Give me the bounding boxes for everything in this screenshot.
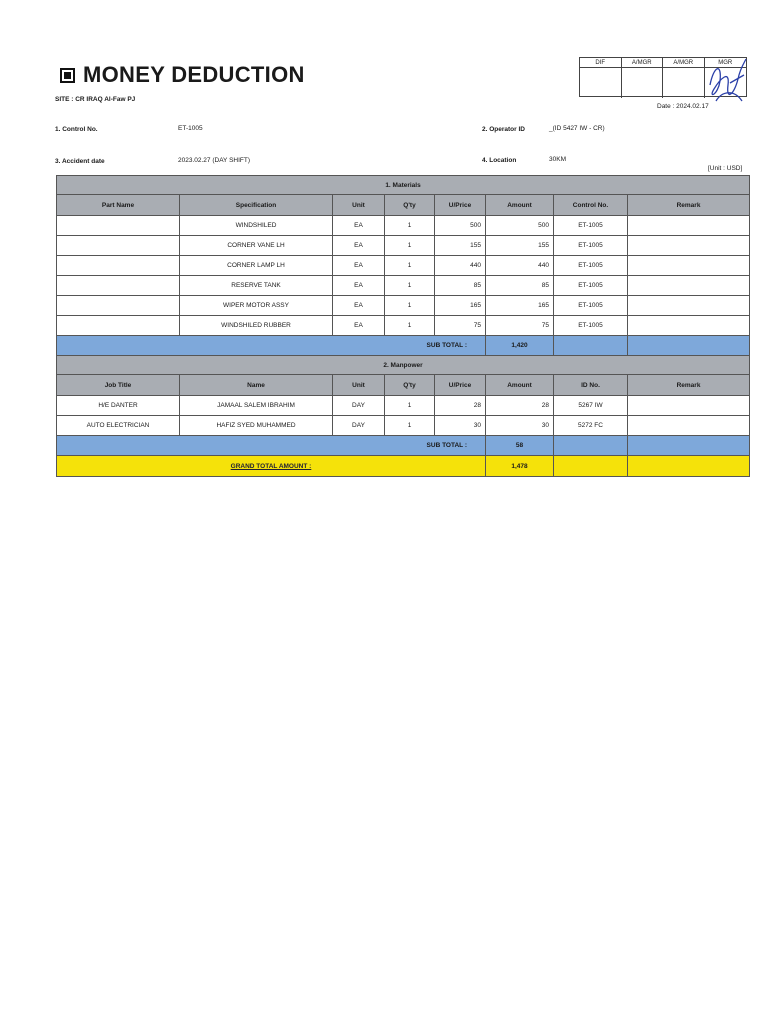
- accident-date-label: 3. Accident date: [55, 158, 105, 165]
- col-part-name: Part Name: [57, 195, 180, 216]
- remark-cell: [628, 216, 750, 236]
- control-no-cell: ET-1005: [554, 256, 628, 276]
- control-no-label: 1. Control No.: [55, 126, 98, 133]
- col-qty: Q'ty: [385, 375, 435, 396]
- part-name-cell: [57, 256, 180, 276]
- document-date: Date : 2024.02.17: [657, 103, 709, 110]
- title-text: MONEY DEDUCTION: [83, 62, 305, 87]
- manpower-subtotal-empty-2: [628, 436, 750, 456]
- approval-header-amgr-1: A/MGR: [622, 58, 664, 68]
- part-name-cell: [57, 296, 180, 316]
- operator-id-value: _(ID 5427 IW - CR): [549, 125, 605, 132]
- remark-cell: [628, 276, 750, 296]
- qty-cell: 1: [385, 236, 435, 256]
- col-job-title: Job Title: [57, 375, 180, 396]
- grand-total-label: GRAND TOTAL AMOUNT :: [57, 456, 486, 477]
- remark-cell: [628, 256, 750, 276]
- part-name-cell: [57, 316, 180, 336]
- uprice-cell: 440: [435, 256, 486, 276]
- control-no-cell: ET-1005: [554, 316, 628, 336]
- remark-cell: [628, 296, 750, 316]
- materials-section-title: [57, 176, 750, 195]
- unit-cell: EA: [333, 316, 385, 336]
- col-specification: Specification: [180, 195, 333, 216]
- approval-header-mgr: MGR: [705, 58, 747, 68]
- job-title-cell: AUTO ELECTRICIAN: [57, 416, 180, 436]
- approval-sign-amgr-1: [622, 68, 664, 98]
- amount-cell: 155: [486, 236, 554, 256]
- col-uprice: U/Price: [435, 195, 486, 216]
- specification-cell: CORNER VANE LH: [180, 236, 333, 256]
- col-qty: Q'ty: [385, 195, 435, 216]
- approval-header-amgr-2: A/MGR: [663, 58, 705, 68]
- location-label: 4. Location: [482, 157, 517, 164]
- table-row: [57, 276, 750, 296]
- col-name: Name: [180, 375, 333, 396]
- materials-subtotal-empty-1: [554, 336, 628, 356]
- uprice-cell: 75: [435, 316, 486, 336]
- accident-date-value: 2023.02.27 (DAY SHIFT): [178, 157, 251, 164]
- specification-cell: CORNER LAMP LH: [180, 256, 333, 276]
- grand-total-empty-1: [554, 456, 628, 477]
- unit-cell: EA: [333, 296, 385, 316]
- manpower-subtotal-row: [57, 436, 750, 456]
- id-no-cell: 5272 FC: [554, 416, 628, 436]
- table-row: [57, 236, 750, 256]
- uprice-cell: 28: [435, 396, 486, 416]
- qty-cell: 1: [385, 216, 435, 236]
- unit-cell: DAY: [333, 396, 385, 416]
- specification-cell: RESERVE TANK: [180, 276, 333, 296]
- remark-cell: [628, 316, 750, 336]
- part-name-cell: [57, 216, 180, 236]
- table-row: [57, 256, 750, 276]
- name-cell: JAMAAL SALEM IBRAHIM: [180, 396, 333, 416]
- uprice-cell: 165: [435, 296, 486, 316]
- table-row: [57, 416, 750, 436]
- col-unit: Unit: [333, 375, 385, 396]
- col-amount: Amount: [486, 195, 554, 216]
- control-no-cell: ET-1005: [554, 236, 628, 256]
- col-remark: Remark: [628, 195, 750, 216]
- remark-cell: [628, 396, 750, 416]
- col-control-no: Control No.: [554, 195, 628, 216]
- control-no-cell: ET-1005: [554, 276, 628, 296]
- signature-icon: [700, 55, 750, 107]
- col-amount: Amount: [486, 375, 554, 396]
- deduction-table: [56, 175, 750, 477]
- amount-cell: 500: [486, 216, 554, 236]
- id-no-cell: 5267 IW: [554, 396, 628, 416]
- grand-total-row: [57, 456, 750, 477]
- manpower-title: 2. Manpower: [57, 356, 750, 375]
- unit-cell: EA: [333, 256, 385, 276]
- page-title: [60, 62, 305, 88]
- amount-cell: 85: [486, 276, 554, 296]
- location-value: 30KM: [549, 156, 566, 163]
- qty-cell: 1: [385, 276, 435, 296]
- table-row: [57, 396, 750, 416]
- col-remark: Remark: [628, 375, 750, 396]
- materials-subtotal-row: [57, 336, 750, 356]
- materials-subtotal-empty-2: [628, 336, 750, 356]
- unit-cell: EA: [333, 236, 385, 256]
- table-row: [57, 316, 750, 336]
- uprice-cell: 155: [435, 236, 486, 256]
- qty-cell: 1: [385, 416, 435, 436]
- manpower-header-row: [57, 375, 750, 396]
- part-name-cell: [57, 236, 180, 256]
- qty-cell: 1: [385, 316, 435, 336]
- table-row: [57, 296, 750, 316]
- table-row: [57, 216, 750, 236]
- amount-cell: 165: [486, 296, 554, 316]
- col-unit: Unit: [333, 195, 385, 216]
- materials-title: 1. Materials: [57, 176, 750, 195]
- remark-cell: [628, 416, 750, 436]
- control-no-cell: ET-1005: [554, 296, 628, 316]
- unit-cell: DAY: [333, 416, 385, 436]
- manpower-section-title: [57, 356, 750, 375]
- approval-header-dif: DIF: [580, 58, 622, 68]
- specification-cell: WINDSHILED RUBBER: [180, 316, 333, 336]
- specification-cell: WIPER MOTOR ASSY: [180, 296, 333, 316]
- qty-cell: 1: [385, 396, 435, 416]
- qty-cell: 1: [385, 296, 435, 316]
- materials-subtotal-label: SUB TOTAL :: [57, 336, 486, 356]
- amount-cell: 440: [486, 256, 554, 276]
- qty-cell: 1: [385, 256, 435, 276]
- operator-id-label: 2. Operator ID: [482, 126, 525, 133]
- col-id-no: ID No.: [554, 375, 628, 396]
- amount-cell: 75: [486, 316, 554, 336]
- job-title-cell: H/E DANTER: [57, 396, 180, 416]
- materials-subtotal-value: 1,420: [486, 336, 554, 356]
- specification-cell: WINDSHILED: [180, 216, 333, 236]
- manpower-subtotal-label: SUB TOTAL :: [57, 436, 486, 456]
- remark-cell: [628, 236, 750, 256]
- unit-cell: EA: [333, 276, 385, 296]
- checkbox-square-icon: [60, 68, 75, 83]
- part-name-cell: [57, 276, 180, 296]
- approval-sign-amgr-2: [663, 68, 705, 98]
- amount-cell: 30: [486, 416, 554, 436]
- name-cell: HAFIZ SYED MUHAMMED: [180, 416, 333, 436]
- uprice-cell: 85: [435, 276, 486, 296]
- amount-cell: 28: [486, 396, 554, 416]
- uprice-cell: 30: [435, 416, 486, 436]
- col-uprice: U/Price: [435, 375, 486, 396]
- control-no-value: ET-1005: [178, 125, 203, 132]
- grand-total-empty-2: [628, 456, 750, 477]
- uprice-cell: 500: [435, 216, 486, 236]
- unit-label: [Unit : USD]: [708, 165, 743, 172]
- site-label: SITE : CR IRAQ Al-Faw PJ: [55, 96, 136, 103]
- manpower-subtotal-value: 58: [486, 436, 554, 456]
- manpower-subtotal-empty-1: [554, 436, 628, 456]
- control-no-cell: ET-1005: [554, 216, 628, 236]
- unit-cell: EA: [333, 216, 385, 236]
- grand-total-value: 1,478: [486, 456, 554, 477]
- materials-header-row: [57, 195, 750, 216]
- approval-sign-dif: [580, 68, 622, 98]
